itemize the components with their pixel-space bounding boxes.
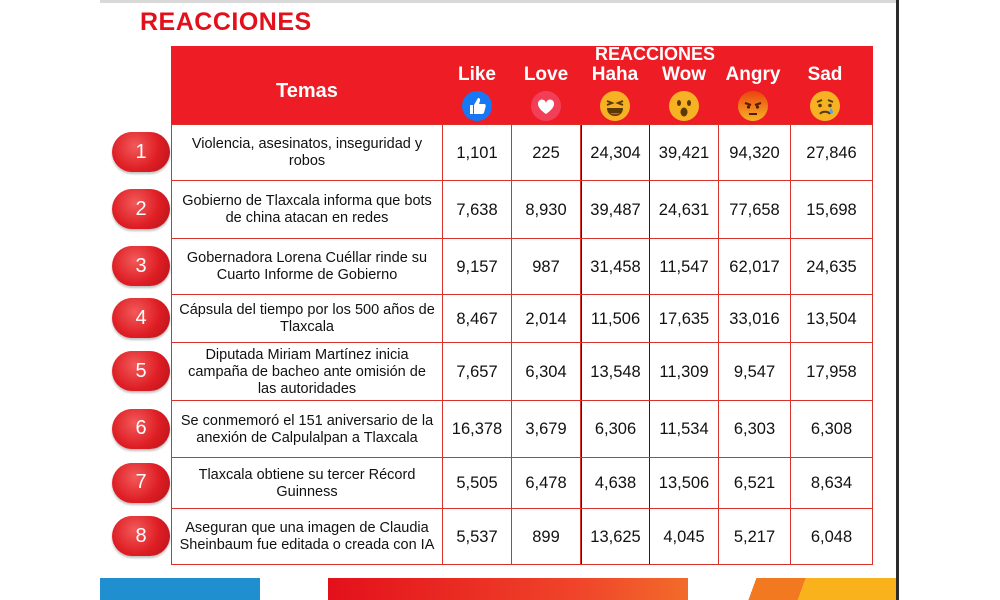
slide-right-edge <box>896 0 899 600</box>
table-row <box>171 400 873 458</box>
table-row <box>171 238 873 295</box>
topic-cell: Gobernadora Lorena Cuéllar rinde su Cuarto Informe de Gobierno <box>171 239 443 295</box>
value-cell-wow: 13,506 <box>650 458 719 509</box>
table-row <box>171 508 873 565</box>
topic-cell: Violencia, asesinatos, inseguridad y robos <box>171 125 443 181</box>
value-cell-haha: 13,548 <box>581 343 650 401</box>
value-cell-angry: 5,217 <box>719 509 791 565</box>
value-cell-angry: 9,547 <box>719 343 791 401</box>
value-cell-angry: 62,017 <box>719 239 791 295</box>
value-cell-haha: 13,625 <box>581 509 650 565</box>
value-cell-wow: 24,631 <box>650 181 719 239</box>
value-cell-love: 225 <box>512 125 581 181</box>
topic-cell: Gobierno de Tlaxcala informa que bots de china atacan en redes <box>171 181 443 239</box>
value-cell-like: 8,467 <box>443 295 512 343</box>
sad-face-icon <box>809 90 841 122</box>
value-cell-like: 16,378 <box>443 401 512 458</box>
value-cell-like: 1,101 <box>443 125 512 181</box>
row-number-badge: 5 <box>112 351 170 391</box>
value-cell-sad: 27,846 <box>791 125 873 181</box>
value-cell-sad: 24,635 <box>791 239 873 295</box>
col-label: Angry <box>725 64 781 85</box>
value-cell-like: 7,657 <box>443 343 512 401</box>
col-header-like <box>443 64 511 122</box>
angry-face-icon <box>737 90 769 122</box>
value-cell-angry: 33,016 <box>719 295 791 343</box>
col-label: Haha <box>591 64 639 85</box>
value-cell-love: 899 <box>512 509 581 565</box>
row-number-badge: 2 <box>112 189 170 229</box>
value-cell-love: 987 <box>512 239 581 295</box>
footer-bar-red <box>328 578 688 600</box>
value-cell-wow: 39,421 <box>650 125 719 181</box>
value-cell-love: 6,304 <box>512 343 581 401</box>
love-heart-icon <box>530 90 562 122</box>
col-label: Sad <box>807 64 843 85</box>
col-header-love <box>512 64 580 122</box>
table-row <box>171 124 873 181</box>
topic-cell: Se conmemoró el 151 aniversario de la anexión de Calpulalpan a Tlaxcala <box>171 401 443 458</box>
value-cell-like: 9,157 <box>443 239 512 295</box>
value-cell-haha: 31,458 <box>581 239 650 295</box>
value-cell-love: 8,930 <box>512 181 581 239</box>
value-cell-wow: 17,635 <box>650 295 719 343</box>
value-cell-angry: 6,303 <box>719 401 791 458</box>
row-number-badge: 4 <box>112 298 170 338</box>
value-cell-wow: 4,045 <box>650 509 719 565</box>
col-header-sad <box>791 64 859 122</box>
value-cell-like: 5,505 <box>443 458 512 509</box>
row-number-badge: 1 <box>112 132 170 172</box>
value-cell-haha: 11,506 <box>581 295 650 343</box>
table-row <box>171 294 873 343</box>
slide-top-border <box>100 0 896 3</box>
col-label: Love <box>523 64 569 85</box>
row-number-badge: 3 <box>112 246 170 286</box>
wow-face-icon <box>668 90 700 122</box>
value-cell-angry: 6,521 <box>719 458 791 509</box>
value-cell-sad: 6,048 <box>791 509 873 565</box>
value-cell-sad: 8,634 <box>791 458 873 509</box>
col-header-angry <box>719 64 787 122</box>
topic-cell: Cápsula del tiempo por los 500 años de Tlaxcala <box>171 295 443 343</box>
table-row <box>171 180 873 239</box>
row-number-badge: 8 <box>112 516 170 556</box>
col-header-haha <box>581 64 649 122</box>
value-cell-angry: 94,320 <box>719 125 791 181</box>
col-header-wow <box>650 64 718 122</box>
value-cell-love: 3,679 <box>512 401 581 458</box>
topic-cell: Diputada Miriam Martínez inicia campaña de bacheo ante omisión de las autoridades <box>171 343 443 401</box>
value-cell-wow: 11,547 <box>650 239 719 295</box>
value-cell-like: 5,537 <box>443 509 512 565</box>
value-cell-sad: 15,698 <box>791 181 873 239</box>
value-cell-like: 7,638 <box>443 181 512 239</box>
col-label: Like <box>457 64 497 85</box>
value-cell-sad: 6,308 <box>791 401 873 458</box>
page-title: REACCIONES <box>140 8 312 36</box>
col-label: Wow <box>662 64 706 85</box>
value-cell-sad: 17,958 <box>791 343 873 401</box>
reactions-group-label: REACCIONES <box>594 44 715 64</box>
value-cell-haha: 39,487 <box>581 181 650 239</box>
topics-column-header: Temas <box>276 80 338 102</box>
value-cell-haha: 24,304 <box>581 125 650 181</box>
value-cell-haha: 4,638 <box>581 458 650 509</box>
row-number-badge: 7 <box>112 463 170 503</box>
row-number-badge: 6 <box>112 409 170 449</box>
topic-cell: Tlaxcala obtiene su tercer Récord Guinness <box>171 458 443 509</box>
value-cell-wow: 11,534 <box>650 401 719 458</box>
footer-bar-orange <box>740 578 896 600</box>
value-cell-haha: 6,306 <box>581 401 650 458</box>
value-cell-love: 2,014 <box>512 295 581 343</box>
footer-bar-blue <box>100 578 260 600</box>
value-cell-angry: 77,658 <box>719 181 791 239</box>
table-row <box>171 342 873 401</box>
table-row <box>171 457 873 509</box>
like-thumb-icon <box>461 90 493 122</box>
table-bottom-border <box>171 564 873 565</box>
value-cell-wow: 11,309 <box>650 343 719 401</box>
haha-face-icon <box>599 90 631 122</box>
value-cell-love: 6,478 <box>512 458 581 509</box>
value-cell-sad: 13,504 <box>791 295 873 343</box>
topic-cell: Aseguran que una imagen de Claudia Sheinbaum fue editada o creada con IA <box>171 509 443 565</box>
